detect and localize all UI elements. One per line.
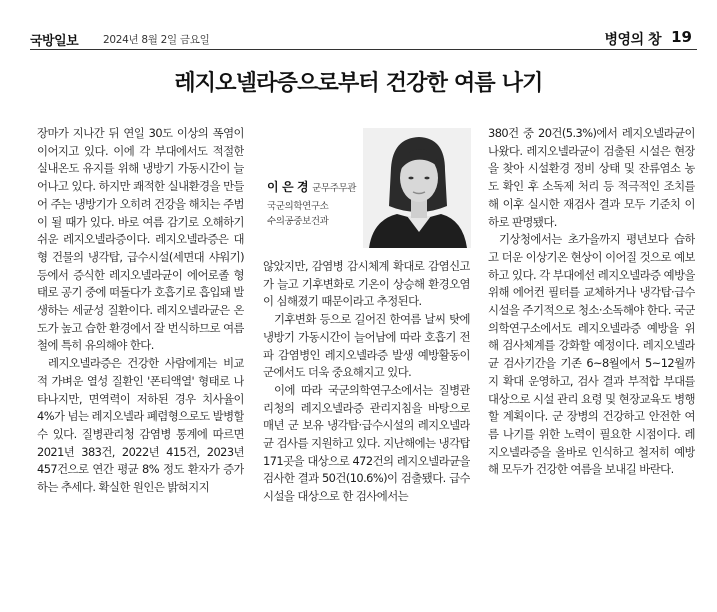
newspaper-masthead: 국방일보 [30,34,79,49]
author-photo [363,128,471,248]
header-divider [30,49,697,50]
author-name: 이 은 경 군무주무관 [267,180,357,194]
author-box [263,128,471,248]
article-column-3 [488,125,695,610]
article-headline: 레지오넬라증으로부터 건강한 여름 나기 [174,70,543,96]
paragraph: 이에 따라 국군의학연구소에서는 질병관리청의 레지오넬라증 관리지침을 바탕으로 매년 군 보유 냉각탑·급수시설의 레지오넬라균 검사를 지원하고 있다. 지난해에는 냉각탑 171곳을 대상으로 472건의 레지오넬라균을 검사한 결과 50건(10.6%)이 검출됐다. 급수시설을 대상으로 한 검사에서는 [263,382,470,504]
author-rank: 군무주무관 [312,183,357,194]
page-number: 19 [671,28,692,46]
article-column-2 [263,258,470,610]
author-affiliation: 국군의학연구소 수의공중보건과 [267,201,329,227]
section-title: 병영의 창 [604,32,661,48]
paragraph: 장마가 지나간 뒤 연일 30도 이상의 폭염이 이어지고 있다. 이에 각 부대에서도 적절한 실내온도 유지를 위해 냉방기 가동시간이 늘어나고 있다. 하지만 쾌적한 실내환경을 만들어 주는 냉방기가 오히려 건강을 해치는 주범이 될 때가 있다. 바로 여름 감기로 오해하기 쉬운 레지오넬라증이다. 레지오넬라증은 대형 건물의 냉각탑, 급수시설(세면대 샤워기) 등에서 증식한 레지오넬라균이 에어로졸 형태로 공기 중에 떠돌다가 호흡기로 흡입돼 발생하는 세균성 질환이다. 레지오넬라균은 온도가 높고 습한 환경에서 잘 번식하므로 여름철에 특히 유의해야 한다. [37,126,244,353]
paragraph: 않았지만, 감염병 감시체계 확대로 감염신고가 늘고 기후변화로 기온이 상승해 환경오염이 심해졌기 때문이라고 추정된다. [263,259,470,309]
issue-date: 2024년 8월 2일 금요일 [103,34,210,46]
article-column-1 [37,125,244,610]
paragraph: 기상청에서는 초가을까지 평년보다 습하고 더운 이상기온 현상이 이어질 것으로 예보하고 있다. 각 부대에선 레지오넬라증 예방을 위해 에어컨 필터를 교체하거나 냉각탑·급수시설을 주기적으로 청소·소독해야 한다. 국군의학연구소에서도 레지오넬라증 예방을 위해 검사체계를 강화할 예정이다. 레지오넬라균 검사기간을 기존 6~8월에서 5~12월까지 확대 운영하고, 검사 결과 부적합 부대를 대상으로 시설 관리 요령 및 현장교육도 병행할 계획이다. 군 장병의 건강하고 안전한 여름 나기를 위한 노력이 필요한 시점이다. 레지오넬라증을 올바로 인식하고 철저히 예방해 모두가 건강한 여름을 보내길 바란다. [488,232,695,477]
page-header [0,0,717,48]
paragraph: 레지오넬라증은 건강한 사람에게는 비교적 가벼운 열성 질환인 '폰티액열' 형태로 나타나지만, 면역력이 저하된 경우 치사율이 4%가 넘는 레지오넬라 폐렴형으로도 발병할 수 있다. 질병관리청 감염병 통계에 따르면 2021년 383건, 2022년 415건, 2023년 457건으로 연간 평균 8% 정도 환자가 증가하는 추세다. 확실한 원인은 밝혀지지 [37,356,244,495]
author-portrait-icon [363,128,471,248]
paragraph: 380건 중 20건(5.3%)에서 레지오넬라균이 나왔다. 레지오넬라균이 검출된 시설은 현장을 찾아 시설환경 정비 상태 및 잔류염소 농도 확인 후 소독제 처리 등 적극적인 조치를 해 이후 실시한 재검사 결과 모두 기준치 이하로 판명됐다. [488,126,695,229]
paragraph: 기후변화 등으로 길어진 한여름 날씨 탓에 냉방기 가동시간이 늘어남에 따라 호흡기 전파 감염병인 레지오넬라증 발생 예방활동이 군에서도 더욱 중요해지고 있다. [263,312,470,380]
